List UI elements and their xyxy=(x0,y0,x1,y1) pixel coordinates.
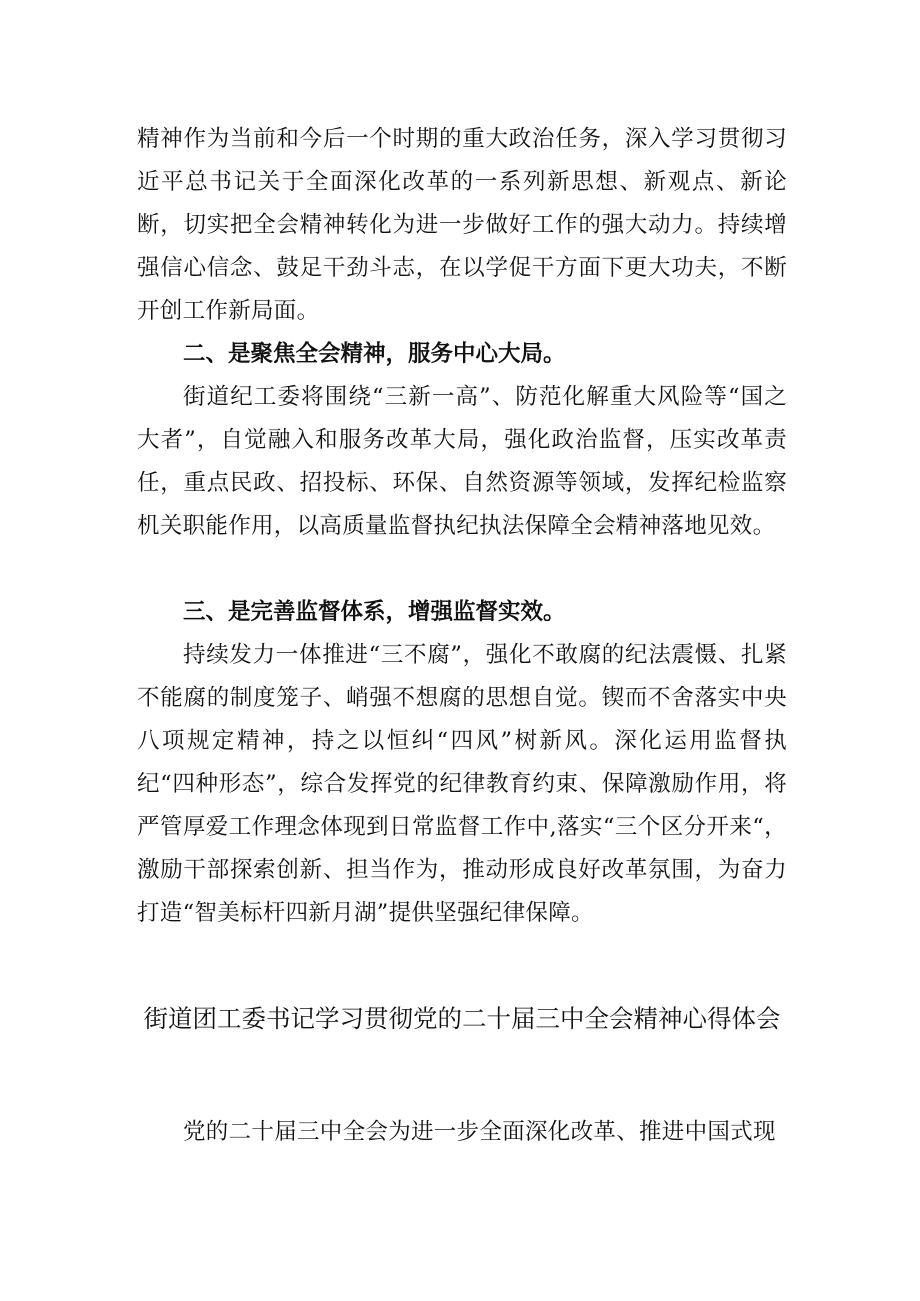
section-body-3: 持续发力一体推进“三不腐”，强化不敢腐的纪法震慑、扎紧不能腐的制度笼子、峭强不想腐的思想自觉。锲而不舍落实中央八项规定精神，持之以恒纠“四风”树新风。深化运用监督执纪“四种形态”，综合发挥党的纪律教育约束、保障激励作用，将严管厚爱工作理念体现到日常监督工作中,落实“三个区分开来“，激励干部探索创新、担当作为，推动形成良好改革氛围，为奋力打造“智美标杆四新月湖”提供坚强纪律保障。 xyxy=(137,642,787,926)
article-title: 街道团工委书记学习贯彻党的二十届三中全会精神心得体会 xyxy=(143,1004,781,1033)
article-opening-paragraph: 党的二十届三中全会为进一步全面深化改革、推进中国式现 xyxy=(183,1119,776,1145)
section-heading-3: 三、是完善监督体系，增强监督实效。 xyxy=(183,599,566,625)
section-body-2: 街道纪工委将围绕“三新一高”、防范化解重大风险等“国之大者”，自觉融入和服务改革大局，强化政治监督，压实改革责任，重点民政、招投标、环保、自然资源等领域，发挥纪检监察机关职能作用，以高质量监督执纪执法保障全会精神落地见效。 xyxy=(137,384,787,539)
continuation-paragraph: 精神作为当前和今后一个时期的重大政治任务，深入学习贯彻习近平总书记关于全面深化改革的一系列新思想、新观点、新论断，切实把全会精神转化为进一步做好工作的强大动力。持续增强信心信念、鼓足干劲斗志，在以学促干方面下更大功夫，不断开创工作新局面。 xyxy=(137,126,787,324)
section-heading-2: 二、是聚焦全会精神，服务中心大局。 xyxy=(183,341,566,367)
